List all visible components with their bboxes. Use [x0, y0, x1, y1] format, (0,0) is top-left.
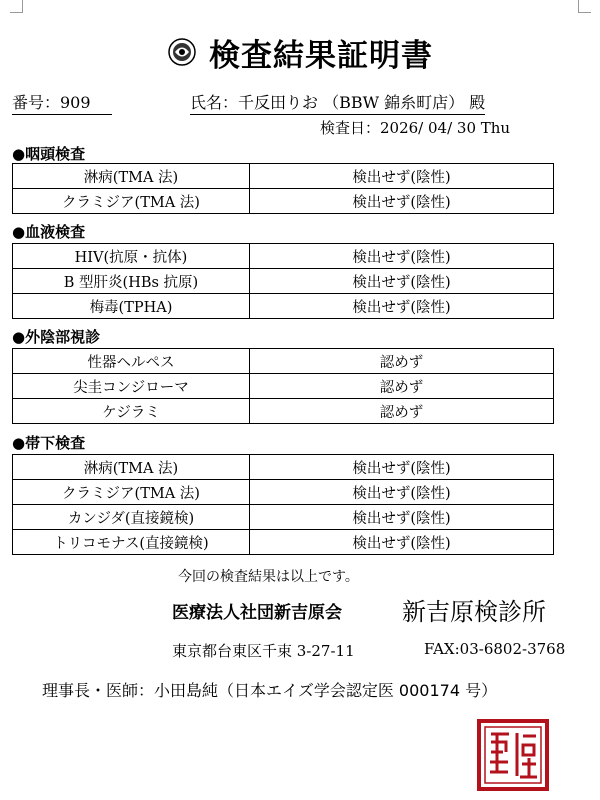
test-result: 検出せず(陰性)	[250, 244, 554, 269]
test-item: 淋病(TMA 法)	[13, 164, 250, 189]
test-result: 検出せず(陰性)	[250, 294, 554, 319]
director-name: 理事長・医師：小田島純（日本エイズ学会認定医 000174 号）	[42, 681, 498, 700]
test-item: B 型肝炎(HBs 抗原)	[13, 269, 250, 294]
test-result: 検出せず(陰性)	[250, 269, 554, 294]
results-table-throat	[12, 163, 554, 214]
table-row	[13, 294, 554, 319]
table-row	[13, 269, 554, 294]
test-item: HIV(抗原・抗体)	[13, 244, 250, 269]
section-heading-throat: ●咽頭検査	[12, 145, 86, 163]
table-row	[13, 244, 554, 269]
table-row	[13, 455, 554, 480]
closing-statement: 今回の検査結果は以上です。	[178, 569, 359, 585]
test-item: クラミジア(TMA 法)	[13, 189, 250, 214]
section-heading-blood: ●血液検査	[12, 223, 86, 241]
test-result: 認めず	[250, 349, 554, 374]
test-result: 検出せず(陰性)	[250, 480, 554, 505]
test-result: 認めず	[250, 399, 554, 424]
crop-mark-top-right	[578, 0, 591, 13]
certificate-number: 番号：909	[12, 90, 112, 115]
section-heading-external-exam: ●外陰部視診	[12, 328, 101, 346]
table-row	[13, 349, 554, 374]
table-row	[13, 505, 554, 530]
results-table-discharge	[12, 454, 554, 555]
table-row	[13, 530, 554, 555]
test-result: 検出せず(陰性)	[250, 455, 554, 480]
red-seal-stamp-icon	[476, 718, 550, 792]
document-title: 検査結果証明書	[209, 37, 433, 74]
test-item: 淋病(TMA 法)	[13, 455, 250, 480]
patient-name: 氏名：千反田りお （BBW 錦糸町店） 殿	[190, 90, 485, 115]
test-item: トリコモナス(直接鏡検)	[13, 530, 250, 555]
test-item: カンジダ(直接鏡検)	[13, 505, 250, 530]
results-table-blood	[12, 243, 554, 319]
table-row	[13, 374, 554, 399]
section-heading-discharge: ●帯下検査	[12, 434, 86, 452]
test-item: 梅毒(TPHA)	[13, 294, 250, 319]
test-result: 認めず	[250, 374, 554, 399]
test-item: 尖圭コンジローマ	[13, 374, 250, 399]
test-result: 検出せず(陰性)	[250, 164, 554, 189]
table-row	[13, 164, 554, 189]
clinic-address: 東京都台東区千束 3-27-11	[172, 642, 355, 660]
test-result: 検出せず(陰性)	[250, 189, 554, 214]
clinic-name: 新吉原検診所	[402, 598, 546, 626]
table-row	[13, 189, 554, 214]
results-table-external-exam	[12, 348, 554, 424]
title-row	[0, 30, 600, 74]
seal-emblem-icon	[167, 37, 197, 67]
test-item: クラミジア(TMA 法)	[13, 480, 250, 505]
test-item: 性器ヘルペス	[13, 349, 250, 374]
test-result: 検出せず(陰性)	[250, 530, 554, 555]
clinic-organization: 医療法人社団新吉原会	[172, 603, 342, 623]
exam-date: 検査日：2026/ 04/ 30 Thu	[320, 119, 511, 137]
test-item: ケジラミ	[13, 399, 250, 424]
crop-mark-top-left	[10, 0, 23, 13]
table-row	[13, 480, 554, 505]
test-result: 検出せず(陰性)	[250, 505, 554, 530]
clinic-fax: FAX:03-6802-3768	[424, 640, 566, 658]
table-row	[13, 399, 554, 424]
